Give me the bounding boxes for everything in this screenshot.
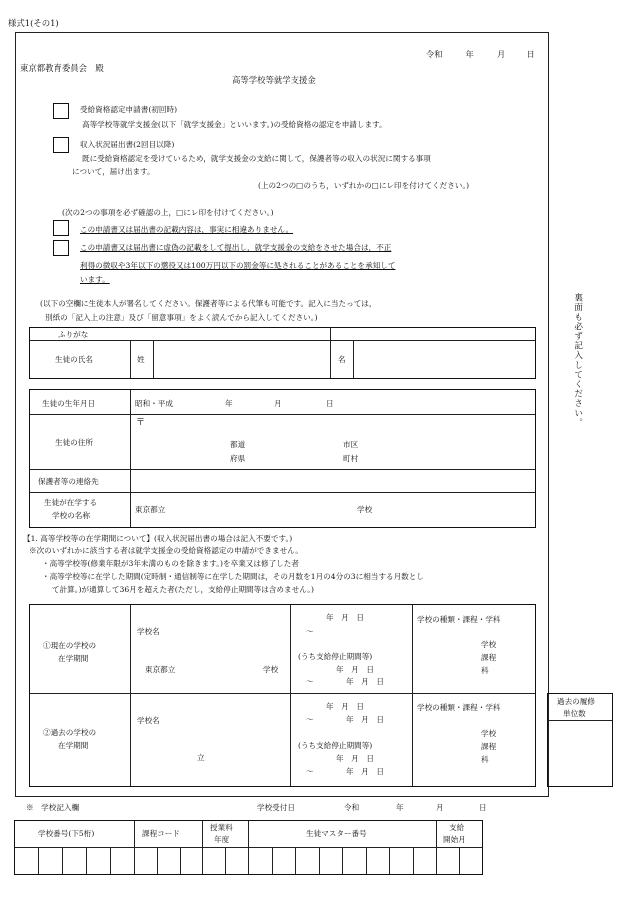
- surname-label: 姓: [137, 355, 145, 364]
- birth-era[interactable]: 昭和・平成: [135, 399, 173, 408]
- option2-checkbox[interactable]: [53, 137, 69, 153]
- row1-suffix: 学校: [263, 665, 279, 674]
- row2-end-date: 年 月 日: [346, 715, 384, 724]
- row1-label-2: 在学期間: [58, 654, 89, 663]
- tuition-header-2: 年度: [214, 835, 230, 844]
- side-note: 裏面も必ず記入してください。: [572, 293, 583, 428]
- form-title: 高等学校等就学支援金: [232, 75, 316, 85]
- row1-tilde: ～: [306, 627, 314, 636]
- confirm2-line3: います。: [80, 275, 110, 284]
- row2-label-2: 在学期間: [58, 741, 89, 750]
- section1-bullet1: ・高等学校等(修業年限が3年未満のものを除きます。)を卒業又は修了した者: [42, 559, 299, 568]
- option1-checkbox[interactable]: [53, 103, 69, 119]
- option2-title: 収入状況届出書(2回目以降): [80, 140, 175, 149]
- row1-course: 課程: [481, 653, 497, 662]
- master-number-header: 生徒マスター番号: [306, 829, 367, 838]
- confirm2-line1: この申請書又は届出書に虚偽の記載をして提出し，就学支援金の支給をさせた場合は，不正: [80, 243, 392, 252]
- address-label: 生徒の住所: [55, 438, 93, 447]
- course-code-header: 課程コード: [142, 829, 180, 838]
- option2-body-2: について，届け出ます。: [72, 167, 155, 176]
- pref-line2: 府県: [230, 454, 246, 463]
- school-received-day: 日: [479, 803, 487, 812]
- row1-suspend-end: 年 月 日: [346, 677, 384, 686]
- row2-school: 学校: [481, 729, 497, 738]
- school-received-era: 令和: [344, 803, 360, 812]
- option1-title: 受給資格認定申請書(初回時): [80, 105, 178, 114]
- row2-label-1: ②過去の学校の: [43, 728, 97, 737]
- start-month-header-2: 開始月: [443, 835, 466, 844]
- pref-line1: 都道: [230, 440, 246, 449]
- row2-tilde-2: ～: [306, 767, 314, 776]
- row1-pref: 東京都立: [145, 665, 176, 674]
- given-name-label: 名: [338, 355, 346, 364]
- row2-suffix: 立: [197, 753, 205, 762]
- student-info-table: [29, 389, 536, 528]
- row2-dept: 科: [481, 755, 489, 764]
- school-label-2: 学校の名称: [52, 511, 90, 520]
- birth-day: 日: [326, 399, 334, 408]
- school-received-month: 月: [436, 803, 444, 812]
- row1-suspend-start: 年 月 日: [336, 665, 374, 674]
- school-received-year: 年: [396, 803, 404, 812]
- given-name-field[interactable]: [354, 342, 534, 377]
- section1-note: ※次のいずれかに該当する者は就学支援金の受給資格認定の申請ができません。: [29, 546, 303, 555]
- option1-body: 高等学校等就学支援金(以下「就学支援金」といいます。)の受給資格の認定を申請します。: [82, 120, 387, 129]
- contact-label: 保護者等の連絡先: [38, 477, 99, 486]
- birth-month: 月: [274, 399, 282, 408]
- form-number: 様式1(その1): [8, 18, 59, 28]
- date-year: 年: [465, 49, 474, 59]
- surname-field[interactable]: [154, 342, 329, 377]
- row1-tilde-2: ～: [306, 677, 314, 686]
- school-received-label: 学校受付日: [257, 803, 295, 812]
- school-pref: 東京都立: [135, 505, 166, 514]
- birth-year: 年: [225, 399, 233, 408]
- date-month: 月: [497, 49, 506, 59]
- addressee: 東京都教育委員会 殿: [20, 63, 104, 73]
- fill-note-2: 別紙の「記入上の注意」及び「留意事項」をよく読んでから記入してください。): [45, 313, 318, 322]
- past-credits-field[interactable]: [549, 722, 611, 785]
- tuition-header-1: 授業料: [210, 823, 233, 832]
- fill-note-1: (以下の空欄に生徒本人が署名してください。保護者等による代筆も可能です。記入に当たっては，: [40, 299, 377, 308]
- row2-start-date: 年 月 日: [326, 702, 364, 711]
- choose-note: (上の2つの□のうち，いずれかの□にレ印を付けてください。): [258, 181, 470, 190]
- date-era: 令和: [426, 49, 443, 59]
- section1-bullet2b: て計算。)が通算して36月を超えた者(ただし，支給停止期間等は含めません。): [52, 585, 314, 594]
- row2-suspend: (うち支給停止期間等): [298, 741, 373, 750]
- school-area-label: ※ 学校記入欄: [26, 803, 80, 812]
- contact-field[interactable]: [131, 471, 534, 491]
- section1-bullet2a: ・高等学校等に在学した期間(定時制・通信制等に在学した期間は，その月数を1月の4分の3に相当する月数とし: [42, 572, 424, 581]
- date-day: 日: [526, 49, 535, 59]
- row1-school: 学校: [481, 640, 497, 649]
- row2-tilde: ～: [306, 715, 314, 724]
- confirm2-checkbox[interactable]: [53, 240, 69, 256]
- row2-suspend-end: 年 月 日: [346, 767, 384, 776]
- study-period-table: [29, 604, 536, 787]
- school-label-1: 生徒が在学する: [44, 498, 98, 507]
- past-credits-label-1: 過去の履修: [557, 697, 595, 706]
- school-suffix: 学校: [357, 505, 373, 514]
- row2-suspend-start: 年 月 日: [336, 754, 374, 763]
- row1-label-1: ①現在の学校の: [43, 641, 97, 650]
- school-number-header: 学校番号(下5桁): [38, 829, 95, 838]
- city-line1: 市区: [343, 440, 359, 449]
- past-credits-label-2: 単位数: [563, 709, 586, 718]
- confirm1-checkbox[interactable]: [53, 220, 69, 236]
- birth-label: 生徒の生年月日: [42, 399, 96, 408]
- row2-school-name: 学校名: [137, 716, 160, 725]
- furigana-label: ふりがな: [58, 330, 89, 339]
- row1-start-date: 年 月 日: [326, 613, 364, 622]
- section1-heading: 【1. 高等学校等の在学期間について】(収入状況届出書の場合は記入不要です。): [23, 534, 293, 543]
- confirm2-line2: 利得の徴収や3年以下の懲役又は100万円以下の罰金等に処されることがあることを承知して: [80, 261, 396, 270]
- row1-school-name: 学校名: [137, 627, 160, 636]
- confirm-note: (次の2つの事項を必ず確認の上，□にレ印を付けてください。): [62, 208, 274, 217]
- student-name-label: 生徒の氏名: [55, 355, 93, 364]
- start-month-header-1: 支給: [449, 823, 465, 832]
- row1-dept: 科: [481, 666, 489, 675]
- date-line: [426, 49, 535, 59]
- city-line2: 町村: [343, 454, 359, 463]
- row1-type-header: 学校の種類・課程・学科: [417, 615, 501, 624]
- row2-type-header: 学校の種類・課程・学科: [417, 703, 501, 712]
- option2-body-1: 既に受給資格認定を受けているため，就学支援金の支給に関して，保護者等の収入の状況に関する事項: [82, 154, 431, 163]
- row1-suspend: (うち支給停止期間等): [298, 652, 373, 661]
- row2-course: 課程: [481, 742, 497, 751]
- confirm1-text: この申請書又は届出書の記載内容は，事実に相違ありません。: [80, 225, 294, 234]
- postal-mark: 〒: [136, 418, 146, 428]
